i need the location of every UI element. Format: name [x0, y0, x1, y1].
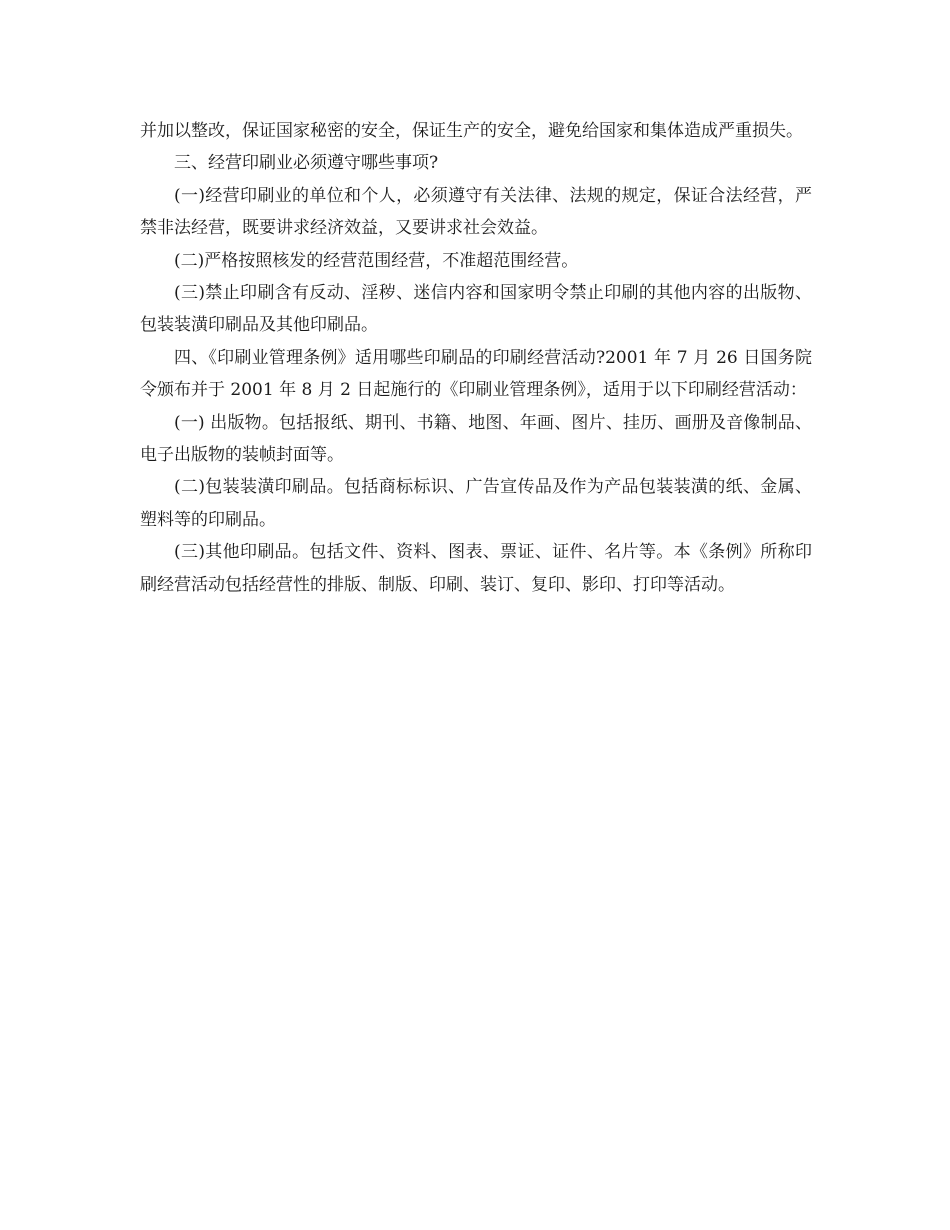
paragraph-item-2: (二)严格按照核发的经营范围经营，不准超范围经营。	[174, 250, 579, 271]
section-heading-3: 三、经营印刷业必须遵守哪些事项?	[174, 153, 439, 174]
paragraph-item-3: (三)禁止印刷含有反动、淫秽、迷信内容和国家明令禁止印刷的其他内容的出版物、包装装潢印刷品及其他印刷品。	[140, 283, 812, 336]
paragraph-scope-2: (二)包装装潢印刷品。包括商标标识、广告宣传品及作为产品包装装潢的纸、金属、塑料等的印刷品。	[140, 477, 812, 530]
paragraph-item-1: (一)经营印刷业的单位和个人，必须遵守有关法律、法规的规定，保证合法经营，严禁非法经营，既要讲求经济效益，又要讲求社会效益。	[140, 185, 812, 239]
paragraph-scope-3: (三)其他印刷品。包括文件、资料、图表、票证、证件、名片等。本《条例》所称印刷经营活动包括经营性的排版、制版、印刷、装订、复印、影印、打印等活动。	[140, 542, 812, 595]
paragraph-continuation: 并加以整改，保证国家秘密的安全，保证生产的安全，避免给国家和集体造成严重损失。	[140, 121, 803, 141]
paragraph-scope-1: (一) 出版物。包括报纸、期刊、书籍、地图、年画、图片、挂历、画册及音像制品、电子出版物的装帧封面等。	[140, 412, 812, 466]
document-body	[140, 115, 812, 601]
section-heading-4: 四、《印刷业管理条例》适用哪些印刷品的印刷经营活动?2001 年 7 月 26 日国务院令颁布并于 2001 年 8 月 2 日起施行的《印刷业管理条例》，适用于以下印刷经营活动：	[140, 347, 812, 401]
